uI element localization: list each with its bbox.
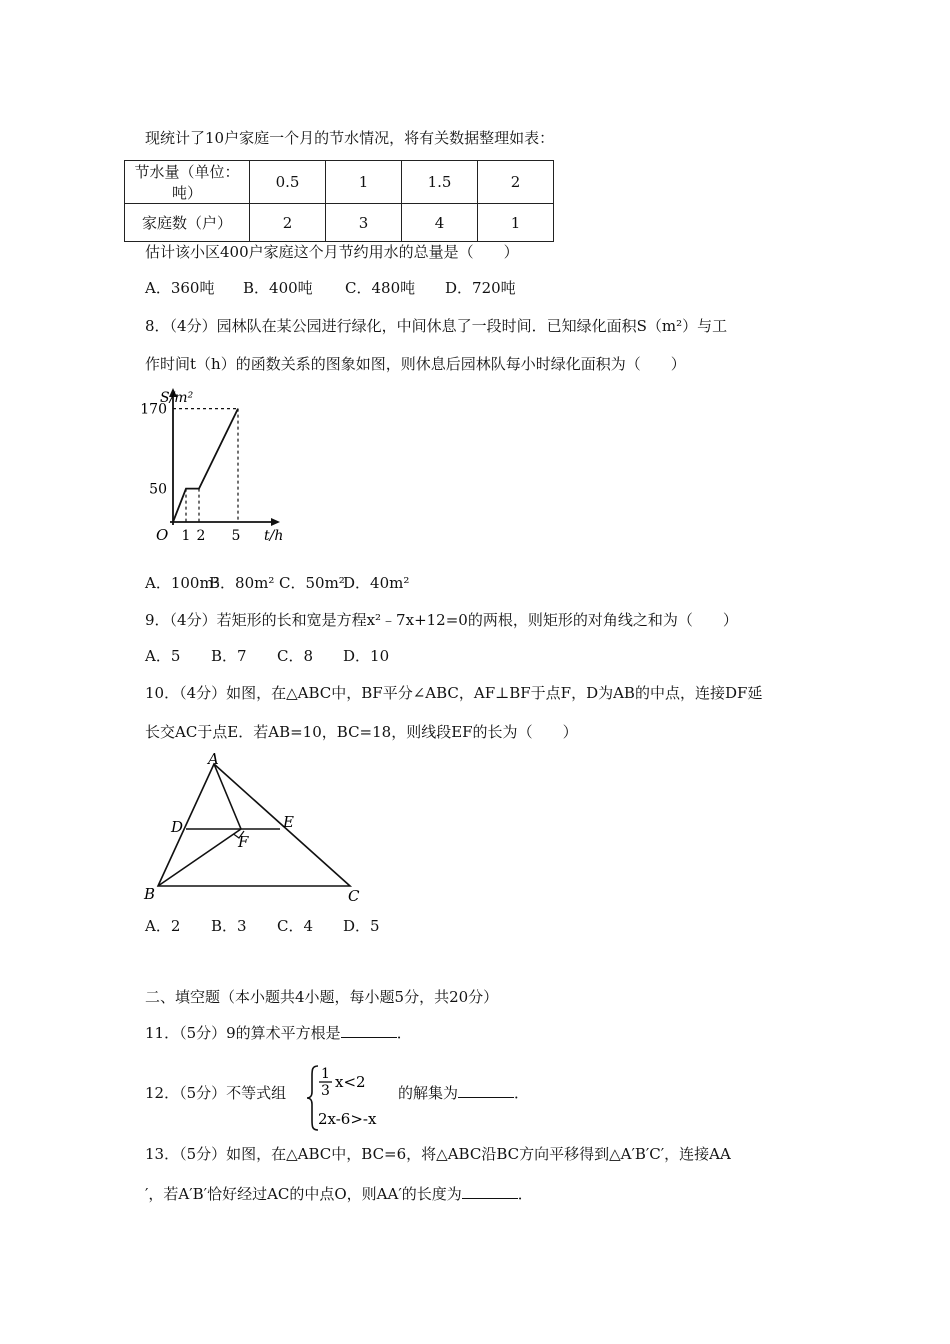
q12-suffix: 的解集为 (398, 1084, 459, 1102)
q12-end: ． (514, 1084, 530, 1102)
table-row (125, 161, 554, 204)
segment-af (214, 764, 241, 829)
q11 (145, 1023, 412, 1043)
table-row (125, 204, 554, 242)
q10-options (145, 916, 380, 936)
label-d: D (171, 818, 184, 836)
table-cell: 0.5 (250, 161, 326, 204)
table-cell: 1.5 (402, 161, 478, 204)
origin-label: O (156, 526, 169, 544)
option-a: A．100m² (145, 574, 220, 592)
q12-suffix-line (398, 1083, 529, 1103)
table-cell: 1 (326, 161, 402, 204)
q10-line2: 长交AC于点E．若AB=10，BC=18，则线段EF的长为（ ） (145, 723, 578, 741)
table-header-cell: 节水量（单位：吨） (125, 161, 250, 204)
answer-blank (458, 1083, 514, 1098)
q8-line2: 作时间t（h）的函数关系的图象如图，则休息后园林队每小时绿化面积为（ ） (145, 355, 686, 373)
option-a: A．360吨 (145, 279, 215, 297)
q13-line2-wrap (145, 1184, 533, 1204)
fraction-numerator: 1 (321, 1066, 330, 1082)
q10-line1: 10．（4分）如图，在△ABC中，BF平分∠ABC，AF⊥BF于点F，D为AB的中点，连接DF延 (145, 684, 763, 702)
q13-end: ． (517, 1185, 533, 1203)
water-saving-table (124, 160, 554, 242)
q13-line1: 13．（5分）如图，在△ABC中，BC=6，将△ABC沿BC方向平移得到△A′B′C′，连接AA (145, 1145, 731, 1163)
x-axis-label: t/h (264, 528, 284, 544)
answer-blank (341, 1023, 397, 1038)
triangle-figure (140, 750, 370, 910)
inequality-2: 2x-6>-x (318, 1110, 377, 1128)
x-tick-label: 1 (181, 528, 191, 544)
y-tick-label: 170 (140, 401, 167, 418)
option-a: A．2 (145, 917, 181, 935)
q7-options (145, 278, 516, 298)
triangle-abc (158, 764, 350, 886)
option-d: D．10 (343, 647, 390, 665)
table-cell: 1 (478, 204, 554, 242)
q13-line2: ′，若A′B′恰好经过AC的中点O，则AA′的长度为 (145, 1185, 462, 1203)
option-c: C．8 (277, 647, 314, 665)
option-a: A．5 (145, 647, 181, 665)
option-b: B．3 (211, 917, 247, 935)
label-e: E (283, 813, 294, 831)
fraction-denominator: 3 (321, 1083, 330, 1099)
section-title: 二、填空题（本小题共4小题，每小题5分，共20分） (145, 988, 499, 1006)
q8-options (145, 573, 409, 593)
dashed-guide-lines (173, 409, 238, 522)
q8-line1: 8．（4分）园林队在某公园进行绿化，中间休息了一段时间．已知绿化面积S（m²）与工 (145, 317, 728, 335)
area-time-graph (140, 380, 300, 550)
table-cell: 4 (402, 204, 478, 242)
label-c: C (348, 887, 360, 905)
option-c: C．480吨 (345, 279, 416, 297)
option-b: B．7 (211, 647, 247, 665)
option-d: D．720吨 (445, 279, 516, 297)
data-line (173, 409, 238, 522)
label-f: F (238, 833, 249, 851)
label-a: A (208, 750, 219, 768)
label-b: B (144, 885, 156, 903)
inequality-1-rest: x<2 (335, 1073, 366, 1091)
table-cell: 2 (250, 204, 326, 242)
option-b: B．80m² (209, 574, 275, 592)
table-cell: 3 (326, 204, 402, 242)
y-tick-label: 50 (149, 481, 167, 498)
x-tick-label: 5 (231, 528, 241, 544)
option-d: D．40m² (343, 574, 410, 592)
q7-question: 估计该小区400户家庭这个月节约用水的总量是（ ） (145, 243, 519, 261)
table-cell: 2 (478, 161, 554, 204)
q11-end: ． (396, 1024, 412, 1042)
option-d: D．5 (343, 917, 380, 935)
q9-line1: 9．（4分）若矩形的长和宽是方程x²﹣7x+12=0的两根，则矩形的对角线之和为（ ） (145, 611, 738, 629)
inequality-system (306, 1064, 396, 1132)
y-axis-label: S/m² (160, 390, 194, 406)
q12-prefix: 12．（5分）不等式组 (145, 1084, 287, 1102)
x-axis-arrow (271, 518, 280, 526)
q9-options (145, 646, 389, 666)
q7-intro: 现统计了10户家庭一个月的节水情况，将有关数据整理如表： (145, 129, 555, 147)
option-c: C．50m² (279, 574, 345, 592)
q11-text: 11．（5分）9的算术平方根是 (145, 1024, 341, 1042)
brace (307, 1066, 318, 1130)
x-tick-label: 2 (196, 528, 206, 544)
table-header-cell: 家庭数（户） (125, 204, 250, 242)
option-c: C．4 (277, 917, 314, 935)
answer-blank (462, 1184, 518, 1199)
option-b: B．400吨 (243, 279, 313, 297)
